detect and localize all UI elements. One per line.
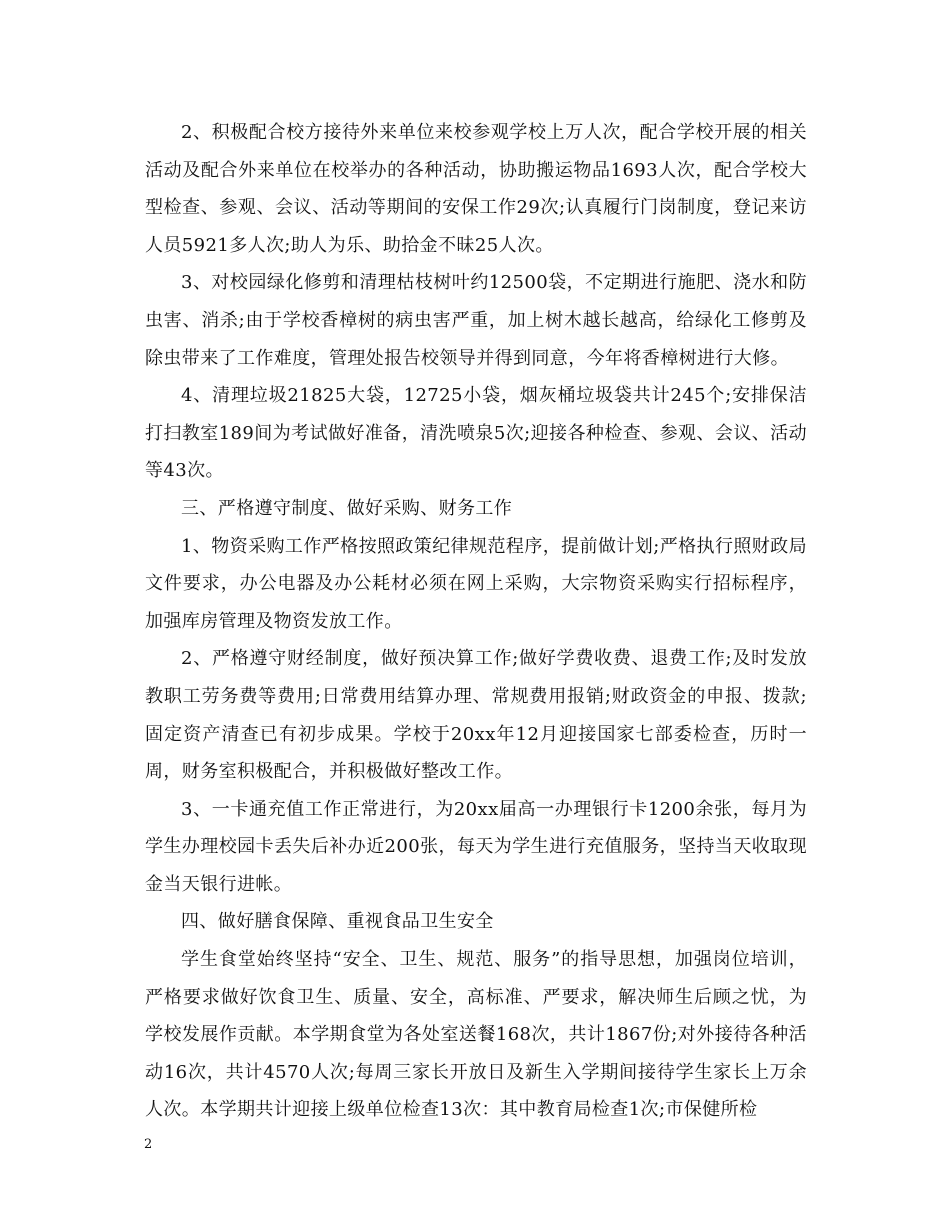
paragraph-security-reception: 2、积极配合校方接待外来单位来校参观学校上万人次，配合学校开展的相关活动及配合外来单位在校举办的各种活动，协助搬运物品1693人次，配合学校大型检查、参观、会议、活动等期间的安保工作29次;认真履行门岗制度，登记来访人员5921多人次;助人为乐、助拾金不昧25人次。 <box>145 122 807 256</box>
paragraph-cleaning-work: 4、清理垃圾21825大袋，12725小袋，烟灰桶垃圾袋共计245个;安排保洁打扫教室189间为考试做好准备，清洗喷泉5次;迎接各种检查、参观、会议、活动等43次。 <box>145 385 807 482</box>
paragraph-canteen-service: 学生食堂始终坚持“安全、卫生、规范、服务”的指导思想，加强岗位培训，严格要求做好饮食卫生、质量、安全，高标准、严要求，解决师生后顾之忧，为学校发展作贡献。本学期食堂为各处室送餐168次，共计1867份;对外接待各种活动16次，共计4570人次;每周三家长开放日及新生入学期间接待学生家长上万余人次。本学期共计迎接上级单位检查13次：其中教育局检查1次;市保健所检 <box>145 949 807 1121</box>
page-number: 2 <box>144 1137 153 1152</box>
paragraph-material-procurement: 1、物资采购工作严格按照政策纪律规范程序，提前做计划;严格执行照财政局文件要求，办公电器及办公耗材必须在网上采购，大宗物资采购实行招标程序，加强库房管理及物资发放工作。 <box>145 535 807 632</box>
section-heading-procurement-finance: 三、严格遵守制度、做好采购、财务工作 <box>181 497 513 519</box>
section-heading-food-safety: 四、做好膳食保障、重视食品卫生安全 <box>181 911 494 933</box>
paragraph-card-recharge: 3、一卡通充值工作正常进行，为20xx届高一办理银行卡1200余张，每月为学生办理校园卡丢失后补办近200张，每天为学生进行充值服务，坚持当天收取现金当天银行进帐。 <box>145 798 807 895</box>
paragraph-greening-maintenance: 3、对校园绿化修剪和清理枯枝树叶约12500袋，不定期进行施肥、浇水和防虫害、消杀;由于学校香樟树的病虫害严重，加上树木越长越高，给绿化工修剪及除虫带来了工作难度，管理处报告校领导并得到同意，今年将香樟树进行大修。 <box>145 272 807 369</box>
document-body <box>145 114 807 1129</box>
paragraph-financial-system: 2、严格遵守财经制度，做好预决算工作;做好学费收费、退费工作;及时发放教职工劳务费等费用;日常费用结算办理、常规费用报销;财政资金的申报、拨款;固定资产清查已有初步成果。学校于20xx年12月迎接国家七部委检查，历时一周，财务室积极配合，并积极做好整改工作。 <box>145 648 807 783</box>
